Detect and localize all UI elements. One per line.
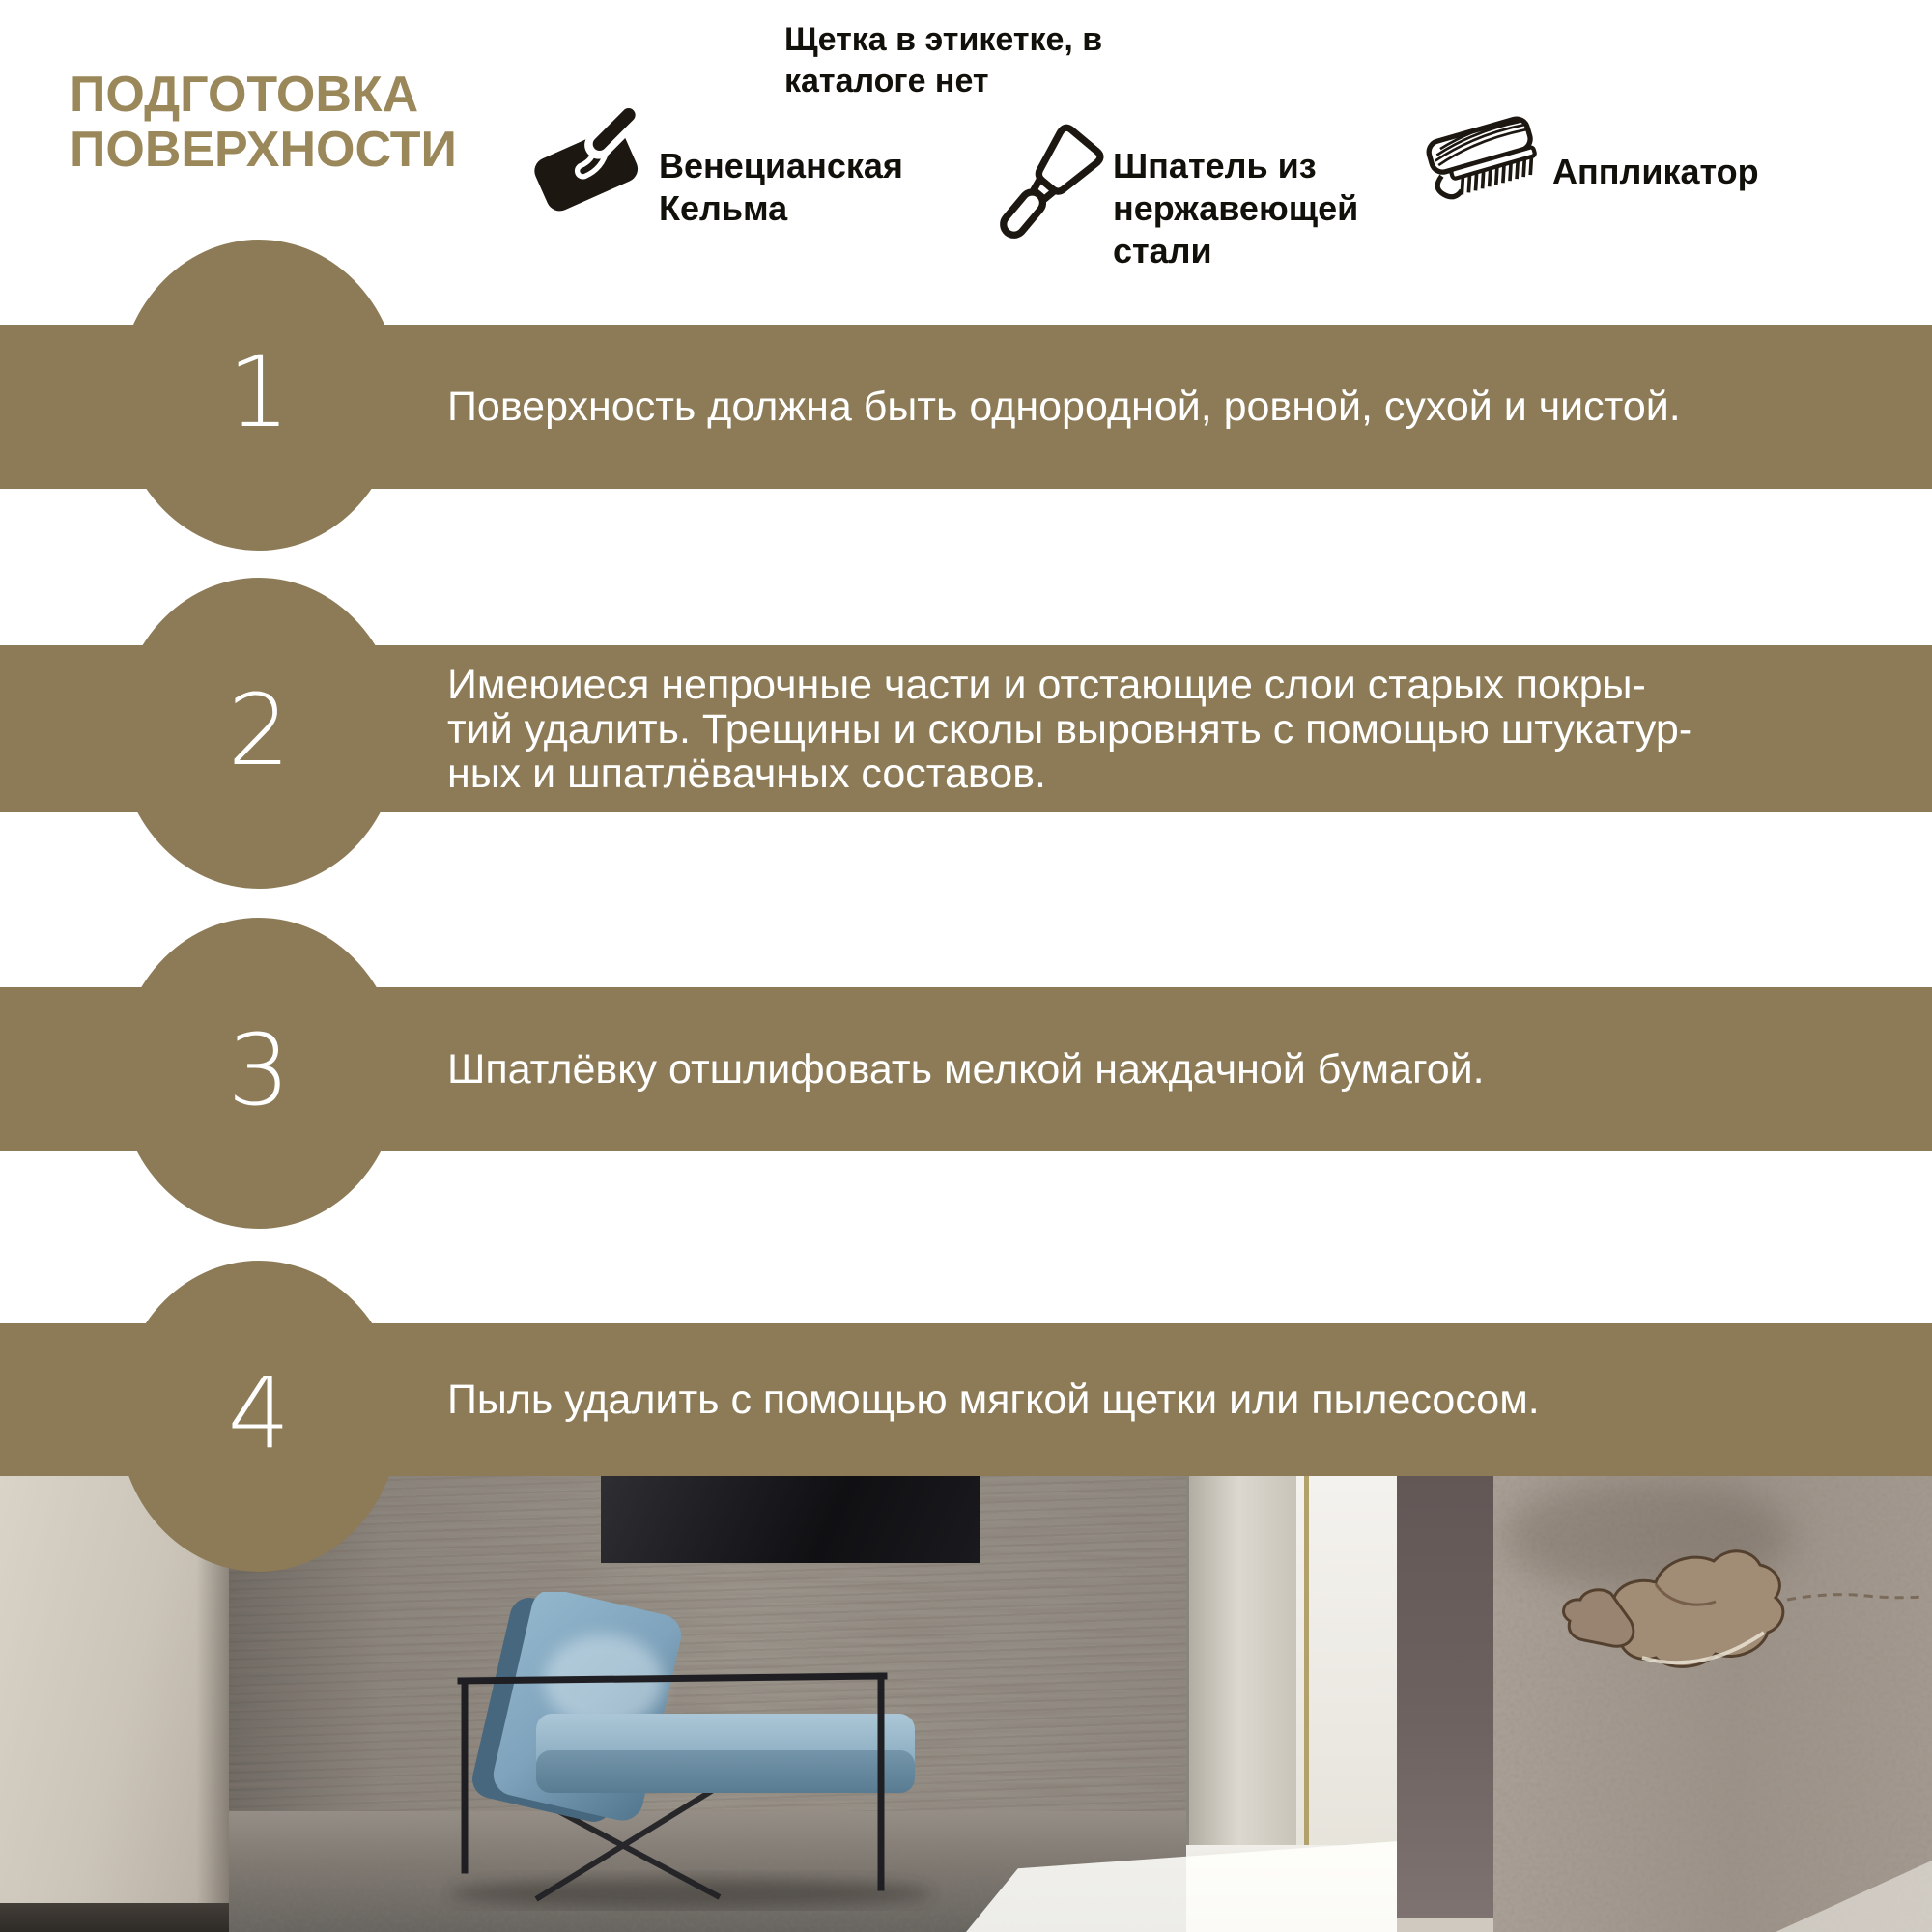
- tool1-label-line1: Венецианская: [659, 146, 903, 185]
- page-title-line1: ПОДГОТОВКА: [70, 67, 419, 123]
- steel-spatula-icon: [974, 118, 1115, 259]
- catalog-note-line2: каталоге нет: [784, 63, 989, 99]
- tool2-label-line3: стали: [1113, 231, 1212, 270]
- page-title-line2: ПОВЕРХНОСТИ: [70, 122, 457, 178]
- catalog-note-line1: Щетка в этикетке, в: [784, 21, 1103, 58]
- tool-label-steel-spatula: [1113, 145, 1358, 272]
- chair-seat-front: [536, 1750, 915, 1793]
- blue-armchair: [440, 1592, 942, 1911]
- step-number-4: 4: [227, 1356, 291, 1471]
- step-number-3: 3: [227, 1013, 291, 1128]
- photo-window: [1296, 1476, 1399, 1845]
- photo-dark-pillar: [1397, 1476, 1493, 1918]
- step-number-2: 2: [227, 673, 291, 788]
- tool3-label-line1: Аппликатор: [1552, 152, 1759, 191]
- photo-tv-panel: [601, 1476, 980, 1563]
- step-circle-1: [118, 240, 400, 551]
- step-number-1: 1: [227, 335, 291, 450]
- step-circle-3: [118, 918, 400, 1229]
- step-2-text-line1: Имеюиеся непрочные части и отстающие слои старых покры-: [447, 661, 1646, 708]
- photo-left-floor-shadow: [0, 1903, 229, 1932]
- step-circle-4: [118, 1261, 400, 1572]
- venetian-trowel-icon: [533, 100, 647, 214]
- step-circle-2: [118, 578, 400, 889]
- photo-window-frame: [1186, 1476, 1299, 1845]
- photo-dark-pillar-foot: [1397, 1918, 1493, 1932]
- photo-right-damaged-wall: [1493, 1476, 1932, 1932]
- page-title: [70, 68, 457, 178]
- step-4-text: Пыль удалить с помощью мягкой щетки или пылесосом.: [447, 1377, 1540, 1423]
- applicator-brush-icon: [1416, 100, 1551, 213]
- tool2-label-line1: Шпатель из: [1113, 146, 1317, 185]
- step-2-text-line3: ных и шпатлёвачных составов.: [447, 750, 1046, 797]
- photo-window-gold-edge: [1304, 1476, 1309, 1845]
- catalog-note: [784, 19, 1102, 102]
- step-1-text: Поверхность должна быть однородной, ровной, сухой и чистой.: [447, 384, 1681, 430]
- tool2-label-line2: нержавеющей: [1113, 188, 1359, 228]
- step-3-text: Шпатлёвку отшлифовать мелкой наждачной бумагой.: [447, 1046, 1485, 1093]
- step-2-text-line2: тий удалить. Трещины и сколы выровнять с помощью штукатур-: [447, 705, 1693, 753]
- tool1-label-line2: Кельма: [659, 188, 788, 228]
- tool-label-venetian-trowel: [659, 145, 903, 230]
- tool-label-applicator: [1552, 151, 1759, 193]
